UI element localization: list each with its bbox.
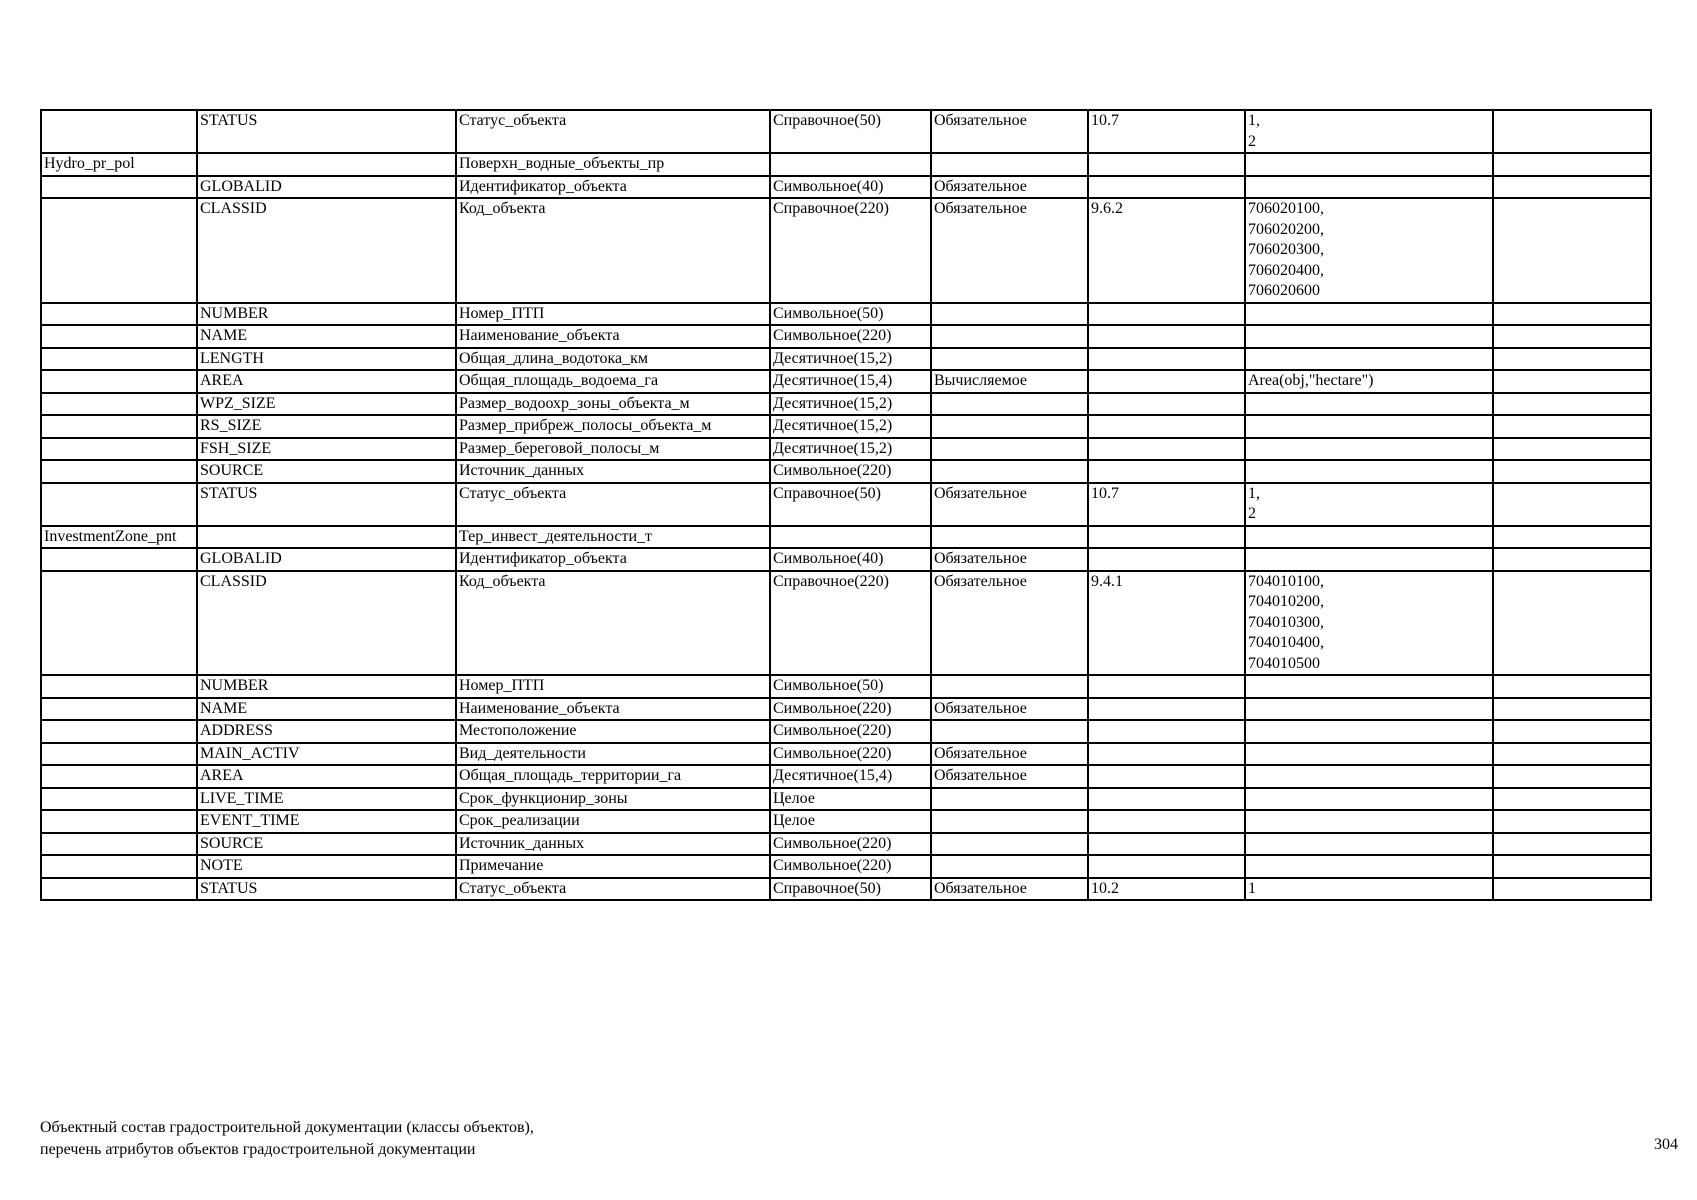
cell-field-type: Справочное(50)	[770, 483, 931, 526]
cell-classifier-section	[1088, 720, 1245, 743]
table-row	[41, 788, 1651, 811]
cell-class-name	[41, 370, 197, 393]
cell-field-alias: Статус_объекта	[456, 878, 770, 901]
cell-field-name: SOURCE	[197, 460, 456, 483]
cell-notes	[1493, 303, 1651, 326]
table-row	[41, 303, 1651, 326]
cell-field-requirement	[931, 438, 1088, 461]
cell-field-name	[197, 153, 456, 176]
cell-class-name	[41, 833, 197, 856]
cell-classifier-section	[1088, 698, 1245, 721]
cell-field-type: Десятичное(15,4)	[770, 370, 931, 393]
cell-field-alias: Размер_береговой_полосы_м	[456, 438, 770, 461]
cell-field-name: STATUS	[197, 878, 456, 901]
cell-field-requirement: Обязательное	[931, 110, 1088, 153]
footer-line-2: перечень атрибутов объектов градостроительной документации	[40, 1141, 476, 1158]
cell-classifier-section	[1088, 810, 1245, 833]
cell-allowed-values	[1245, 393, 1493, 416]
cell-allowed-values	[1245, 855, 1493, 878]
cell-class-name	[41, 325, 197, 348]
cell-allowed-values	[1245, 325, 1493, 348]
cell-allowed-values	[1245, 720, 1493, 743]
cell-class-name	[41, 675, 197, 698]
cell-class-name	[41, 198, 197, 303]
cell-allowed-values	[1245, 348, 1493, 371]
cell-notes	[1493, 438, 1651, 461]
cell-class-name	[41, 743, 197, 766]
cell-field-name: CLASSID	[197, 198, 456, 303]
table-row	[41, 675, 1651, 698]
cell-field-requirement	[931, 526, 1088, 549]
table-row	[41, 198, 1651, 303]
cell-classifier-section	[1088, 303, 1245, 326]
cell-allowed-values	[1245, 675, 1493, 698]
cell-notes	[1493, 110, 1651, 153]
table-row	[41, 765, 1651, 788]
cell-field-requirement: Обязательное	[931, 548, 1088, 571]
cell-field-type: Символьное(220)	[770, 855, 931, 878]
cell-classifier-section: 10.2	[1088, 878, 1245, 901]
cell-classifier-section	[1088, 370, 1245, 393]
cell-notes	[1493, 743, 1651, 766]
table-row	[41, 483, 1651, 526]
cell-field-alias: Размер_водоохр_зоны_объекта_м	[456, 393, 770, 416]
cell-field-requirement	[931, 325, 1088, 348]
cell-notes	[1493, 765, 1651, 788]
cell-class-name	[41, 548, 197, 571]
cell-classifier-section	[1088, 393, 1245, 416]
cell-notes	[1493, 153, 1651, 176]
cell-field-name: NAME	[197, 325, 456, 348]
table-row	[41, 571, 1651, 676]
cell-field-alias: Идентификатор_объекта	[456, 548, 770, 571]
cell-field-name: LENGTH	[197, 348, 456, 371]
cell-field-name: STATUS	[197, 110, 456, 153]
cell-class-name: InvestmentZone_pnt	[41, 526, 197, 549]
cell-notes	[1493, 571, 1651, 676]
cell-notes	[1493, 526, 1651, 549]
cell-classifier-section	[1088, 833, 1245, 856]
cell-field-type: Справочное(220)	[770, 571, 931, 676]
cell-class-name	[41, 438, 197, 461]
cell-class-name	[41, 348, 197, 371]
cell-class-name	[41, 110, 197, 153]
cell-notes	[1493, 370, 1651, 393]
cell-field-type: Целое	[770, 788, 931, 811]
table-row	[41, 720, 1651, 743]
cell-field-name: GLOBALID	[197, 176, 456, 199]
cell-classifier-section	[1088, 176, 1245, 199]
cell-field-alias: Тер_инвест_деятельности_т	[456, 526, 770, 549]
cell-field-name: STATUS	[197, 483, 456, 526]
page-number: 304	[1654, 1136, 1678, 1153]
table-row	[41, 526, 1651, 549]
cell-allowed-values	[1245, 548, 1493, 571]
table-row	[41, 153, 1651, 176]
cell-class-name: Hydro_pr_pol	[41, 153, 197, 176]
cell-field-type: Символьное(220)	[770, 325, 931, 348]
cell-classifier-section	[1088, 526, 1245, 549]
cell-field-alias: Примечание	[456, 855, 770, 878]
table-row	[41, 460, 1651, 483]
cell-field-type: Справочное(50)	[770, 110, 931, 153]
cell-field-name: RS_SIZE	[197, 415, 456, 438]
cell-allowed-values	[1245, 526, 1493, 549]
cell-notes	[1493, 788, 1651, 811]
cell-field-type: Символьное(50)	[770, 303, 931, 326]
cell-field-name: SOURCE	[197, 833, 456, 856]
cell-classifier-section	[1088, 855, 1245, 878]
cell-notes	[1493, 833, 1651, 856]
table-row	[41, 110, 1651, 153]
cell-field-requirement: Обязательное	[931, 765, 1088, 788]
cell-field-name	[197, 526, 456, 549]
cell-field-name: NOTE	[197, 855, 456, 878]
cell-field-alias: Номер_ПТП	[456, 303, 770, 326]
cell-field-requirement: Обязательное	[931, 743, 1088, 766]
cell-allowed-values	[1245, 833, 1493, 856]
cell-class-name	[41, 720, 197, 743]
cell-allowed-values	[1245, 415, 1493, 438]
cell-field-type: Десятичное(15,4)	[770, 765, 931, 788]
cell-allowed-values	[1245, 743, 1493, 766]
cell-notes	[1493, 415, 1651, 438]
cell-class-name	[41, 393, 197, 416]
cell-field-type: Символьное(40)	[770, 548, 931, 571]
cell-field-alias: Вид_деятельности	[456, 743, 770, 766]
cell-field-requirement	[931, 460, 1088, 483]
table-row	[41, 878, 1651, 901]
cell-field-alias: Источник_данных	[456, 460, 770, 483]
cell-field-type: Символьное(40)	[770, 176, 931, 199]
cell-allowed-values: 706020100, 706020200, 706020300, 706020400, 706020600	[1245, 198, 1493, 303]
cell-field-requirement: Обязательное	[931, 878, 1088, 901]
cell-class-name	[41, 176, 197, 199]
cell-allowed-values: 1	[1245, 878, 1493, 901]
cell-field-type	[770, 526, 931, 549]
cell-field-requirement: Обязательное	[931, 571, 1088, 676]
cell-field-type: Символьное(220)	[770, 720, 931, 743]
cell-field-type: Десятичное(15,2)	[770, 438, 931, 461]
cell-field-name: FSH_SIZE	[197, 438, 456, 461]
cell-notes	[1493, 325, 1651, 348]
cell-allowed-values	[1245, 176, 1493, 199]
cell-field-requirement: Обязательное	[931, 698, 1088, 721]
cell-field-requirement: Вычисляемое	[931, 370, 1088, 393]
cell-field-name: MAIN_ACTIV	[197, 743, 456, 766]
cell-field-requirement	[931, 833, 1088, 856]
cell-field-alias: Идентификатор_объекта	[456, 176, 770, 199]
cell-class-name	[41, 765, 197, 788]
cell-classifier-section: 9.6.2	[1088, 198, 1245, 303]
cell-field-alias: Код_объекта	[456, 198, 770, 303]
cell-field-name: WPZ_SIZE	[197, 393, 456, 416]
cell-field-alias: Срок_функционир_зоны	[456, 788, 770, 811]
cell-field-alias: Размер_прибреж_полосы_объекта_м	[456, 415, 770, 438]
cell-field-requirement: Обязательное	[931, 483, 1088, 526]
cell-field-alias: Общая_площадь_водоема_га	[456, 370, 770, 393]
cell-classifier-section: 10.7	[1088, 483, 1245, 526]
cell-field-alias: Наименование_объекта	[456, 698, 770, 721]
cell-field-alias: Наименование_объекта	[456, 325, 770, 348]
table-row	[41, 810, 1651, 833]
cell-field-alias: Номер_ПТП	[456, 675, 770, 698]
cell-field-alias: Источник_данных	[456, 833, 770, 856]
cell-field-alias: Код_объекта	[456, 571, 770, 676]
cell-classifier-section	[1088, 675, 1245, 698]
cell-field-name: AREA	[197, 370, 456, 393]
cell-field-requirement	[931, 303, 1088, 326]
table-row	[41, 548, 1651, 571]
cell-allowed-values: 1, 2	[1245, 110, 1493, 153]
cell-field-name: ADDRESS	[197, 720, 456, 743]
cell-field-alias: Местоположение	[456, 720, 770, 743]
cell-allowed-values: 704010100, 704010200, 704010300, 704010400, 704010500	[1245, 571, 1493, 676]
cell-class-name	[41, 878, 197, 901]
cell-field-requirement	[931, 415, 1088, 438]
cell-notes	[1493, 675, 1651, 698]
cell-field-requirement: Обязательное	[931, 198, 1088, 303]
cell-allowed-values	[1245, 438, 1493, 461]
cell-field-type	[770, 153, 931, 176]
attributes-table	[40, 109, 1652, 901]
cell-field-requirement	[931, 153, 1088, 176]
table-row	[41, 325, 1651, 348]
cell-field-type: Символьное(220)	[770, 833, 931, 856]
cell-field-requirement	[931, 720, 1088, 743]
table-row	[41, 698, 1651, 721]
cell-field-name: CLASSID	[197, 571, 456, 676]
cell-field-name: NAME	[197, 698, 456, 721]
table-row	[41, 855, 1651, 878]
cell-field-type: Символьное(220)	[770, 460, 931, 483]
table-row	[41, 833, 1651, 856]
cell-notes	[1493, 855, 1651, 878]
cell-allowed-values	[1245, 153, 1493, 176]
cell-field-type: Справочное(50)	[770, 878, 931, 901]
cell-class-name	[41, 810, 197, 833]
cell-class-name	[41, 788, 197, 811]
cell-field-alias: Статус_объекта	[456, 483, 770, 526]
cell-notes	[1493, 548, 1651, 571]
cell-classifier-section	[1088, 348, 1245, 371]
cell-field-name: GLOBALID	[197, 548, 456, 571]
cell-class-name	[41, 460, 197, 483]
cell-field-alias: Статус_объекта	[456, 110, 770, 153]
cell-field-name: AREA	[197, 765, 456, 788]
cell-field-name: EVENT_TIME	[197, 810, 456, 833]
cell-class-name	[41, 483, 197, 526]
cell-notes	[1493, 176, 1651, 199]
cell-class-name	[41, 303, 197, 326]
cell-field-requirement: Обязательное	[931, 176, 1088, 199]
cell-allowed-values: Area(obj,"hectare")	[1245, 370, 1493, 393]
cell-notes	[1493, 810, 1651, 833]
cell-classifier-section	[1088, 788, 1245, 811]
cell-field-alias: Поверхн_водные_объекты_пр	[456, 153, 770, 176]
table-row	[41, 393, 1651, 416]
cell-classifier-section	[1088, 743, 1245, 766]
cell-classifier-section: 10.7	[1088, 110, 1245, 153]
cell-field-requirement	[931, 393, 1088, 416]
cell-field-requirement	[931, 348, 1088, 371]
cell-field-name: NUMBER	[197, 303, 456, 326]
cell-allowed-values	[1245, 765, 1493, 788]
cell-allowed-values	[1245, 698, 1493, 721]
cell-field-requirement	[931, 810, 1088, 833]
cell-field-type: Десятичное(15,2)	[770, 415, 931, 438]
cell-classifier-section: 9.4.1	[1088, 571, 1245, 676]
cell-notes	[1493, 483, 1651, 526]
cell-field-requirement	[931, 675, 1088, 698]
table-row	[41, 415, 1651, 438]
table-row	[41, 438, 1651, 461]
cell-classifier-section	[1088, 460, 1245, 483]
cell-field-name: LIVE_TIME	[197, 788, 456, 811]
cell-allowed-values	[1245, 810, 1493, 833]
cell-field-requirement	[931, 788, 1088, 811]
cell-notes	[1493, 720, 1651, 743]
cell-field-name: NUMBER	[197, 675, 456, 698]
cell-classifier-section	[1088, 548, 1245, 571]
cell-field-type: Десятичное(15,2)	[770, 393, 931, 416]
cell-notes	[1493, 198, 1651, 303]
cell-classifier-section	[1088, 765, 1245, 788]
cell-field-type: Символьное(220)	[770, 743, 931, 766]
cell-field-type: Десятичное(15,2)	[770, 348, 931, 371]
table-row	[41, 348, 1651, 371]
cell-allowed-values	[1245, 303, 1493, 326]
table-row	[41, 743, 1651, 766]
cell-field-alias: Срок_реализации	[456, 810, 770, 833]
cell-notes	[1493, 348, 1651, 371]
cell-allowed-values: 1, 2	[1245, 483, 1493, 526]
footer-line-1: Объектный состав градостроительной документации (классы объектов),	[40, 1119, 534, 1136]
cell-field-type: Целое	[770, 810, 931, 833]
cell-classifier-section	[1088, 153, 1245, 176]
cell-class-name	[41, 855, 197, 878]
cell-field-alias: Общая_длина_водотока_км	[456, 348, 770, 371]
cell-notes	[1493, 393, 1651, 416]
cell-field-type: Символьное(50)	[770, 675, 931, 698]
cell-allowed-values	[1245, 460, 1493, 483]
cell-field-type: Символьное(220)	[770, 698, 931, 721]
cell-classifier-section	[1088, 325, 1245, 348]
table-row	[41, 370, 1651, 393]
cell-class-name	[41, 415, 197, 438]
cell-field-type: Справочное(220)	[770, 198, 931, 303]
cell-classifier-section	[1088, 415, 1245, 438]
attributes-table-body	[41, 110, 1651, 900]
cell-class-name	[41, 698, 197, 721]
cell-classifier-section	[1088, 438, 1245, 461]
cell-allowed-values	[1245, 788, 1493, 811]
cell-notes	[1493, 878, 1651, 901]
table-row	[41, 176, 1651, 199]
page-footer	[40, 1117, 534, 1161]
cell-class-name	[41, 571, 197, 676]
cell-notes	[1493, 460, 1651, 483]
cell-notes	[1493, 698, 1651, 721]
cell-field-requirement	[931, 855, 1088, 878]
cell-field-alias: Общая_площадь_территории_га	[456, 765, 770, 788]
